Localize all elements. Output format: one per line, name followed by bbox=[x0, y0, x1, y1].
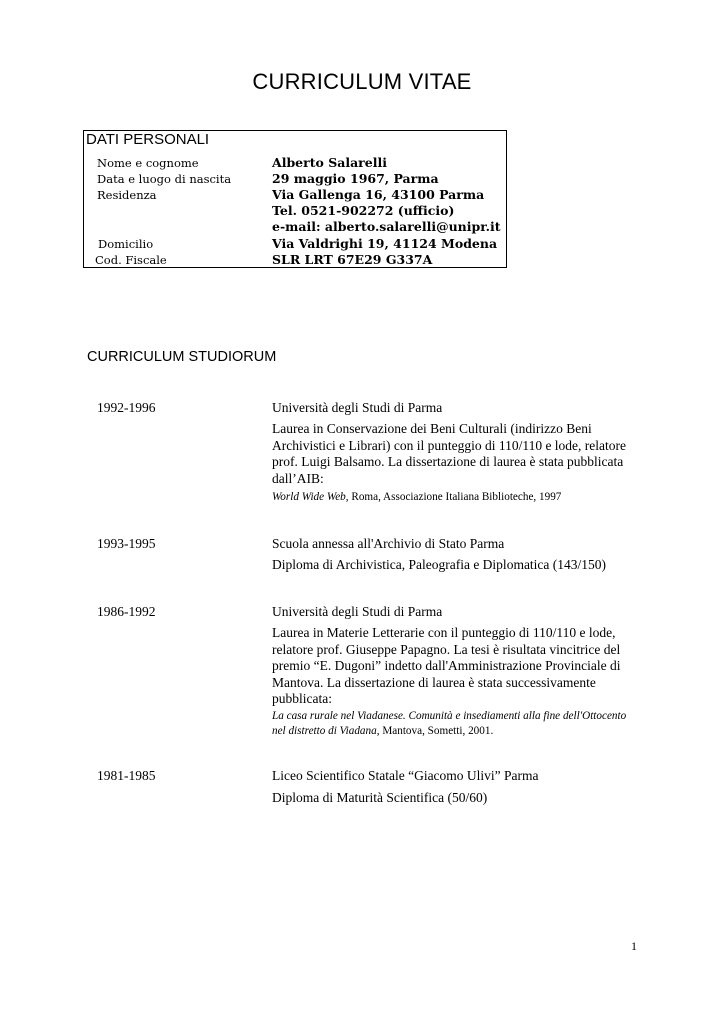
value-email: e-mail: alberto.salarelli@unipr.it bbox=[272, 219, 501, 234]
value-birth: 29 maggio 1967, Parma bbox=[272, 171, 439, 186]
entry-years: 1981-1985 bbox=[97, 768, 156, 783]
entry-description: Laurea in Conservazione dei Beni Culturali (indirizzo Beni Archivistici e Librari) con il punteggio di 110/110 e lode, relatore prof. Luigi Balsamo. La dissertazione di laurea è stata pubblicata dall’AIB: bbox=[272, 421, 627, 486]
value-residence: Via Gallenga 16, 43100 Parma bbox=[272, 187, 485, 202]
value-domicile: Via Valdrighi 19, 41124 Modena bbox=[272, 236, 498, 251]
entry-institution: Scuola annessa all'Archivio di Stato Parma bbox=[272, 536, 505, 551]
publication-details: , Mantova, Sometti, 2001. bbox=[376, 725, 494, 737]
value-tax-code: SLR LRT 67E29 G337A bbox=[272, 252, 433, 267]
entry-years: 1986-1992 bbox=[97, 604, 156, 619]
label-name: Nome e cognome bbox=[97, 156, 199, 170]
entry-years: 1993-1995 bbox=[97, 536, 156, 551]
personal-data-heading: DATI PERSONALI bbox=[86, 131, 210, 148]
value-name: Alberto Salarelli bbox=[272, 155, 387, 170]
label-birth: Data e luogo di nascita bbox=[97, 172, 232, 186]
entry-description: Diploma di Archivistica, Paleografia e Diplomatica (143/150) bbox=[272, 557, 607, 572]
page-title: CURRICULUM VITAE bbox=[252, 69, 472, 94]
entry-publication bbox=[272, 490, 634, 505]
label-residence: Residenza bbox=[97, 188, 157, 202]
publication-title: La casa rurale nel Viadanese. Comunità e insediamenti alla fine dell'Ottocento nel distretto di Viadana bbox=[272, 710, 627, 737]
value-phone: Tel. 0521-902272 (ufficio) bbox=[272, 203, 455, 218]
entry-institution: Università degli Studi di Parma bbox=[272, 400, 443, 415]
entry-institution: Liceo Scientifico Statale “Giacomo Ulivi” Parma bbox=[272, 768, 539, 783]
entry-years: 1992-1996 bbox=[97, 400, 156, 415]
label-domicile: Domicilio bbox=[98, 237, 154, 251]
entry-institution: Università degli Studi di Parma bbox=[272, 604, 443, 619]
label-tax-code: Cod. Fiscale bbox=[95, 253, 167, 267]
publication-details: , Roma, Associazione Italiana Biblioteche, 1997 bbox=[345, 491, 562, 503]
studiorum-heading: CURRICULUM STUDIORUM bbox=[87, 349, 277, 365]
entry-description: Laurea in Materie Letterarie con il punteggio di 110/110 e lode, relatore prof. Giuseppe Papagno. La tesi è risultata vincitrice del premio “E. Dugoni” indetto dall'Amministrazione Provinciale di Mantova. La dissertazione di laurea è stata successivamente pubblicata: bbox=[272, 625, 621, 706]
entry-description: Diploma di Maturità Scientifica (50/60) bbox=[272, 790, 488, 805]
publication-title: World Wide Web bbox=[272, 491, 346, 503]
page-number: 1 bbox=[631, 939, 637, 953]
entry-publication bbox=[272, 709, 634, 739]
